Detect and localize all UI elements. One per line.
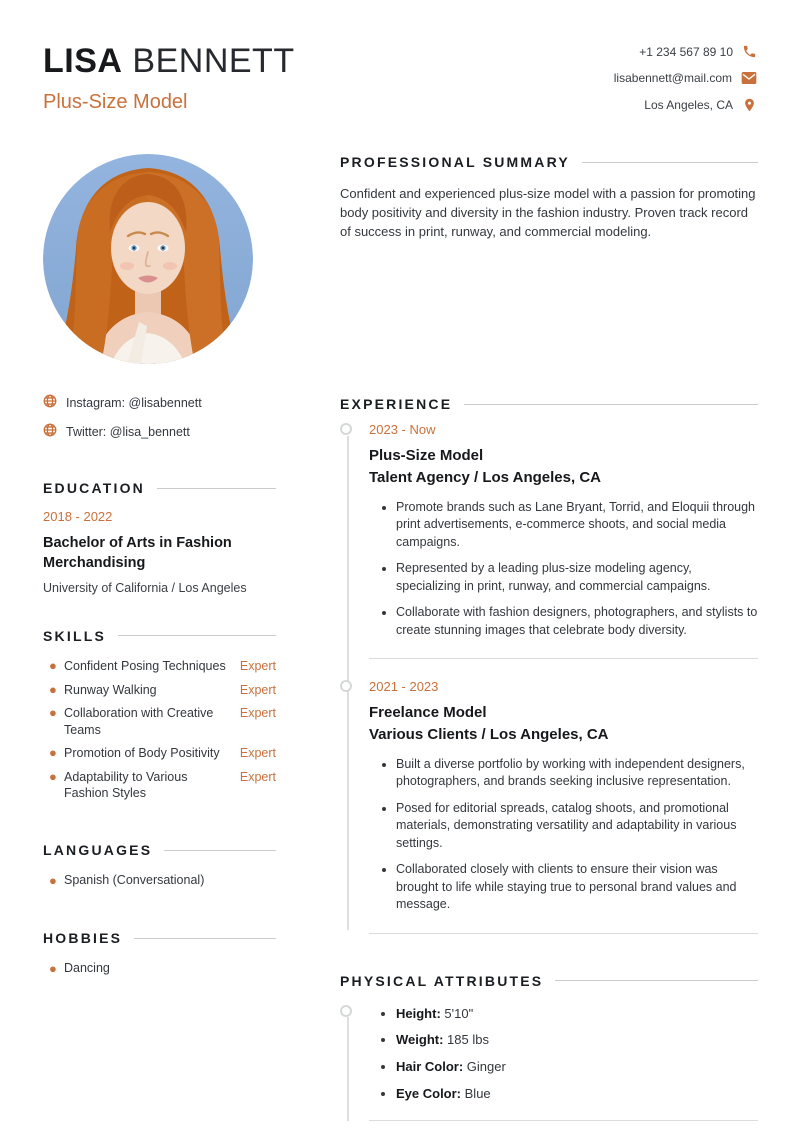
- entry-organization: Talent Agency / Los Angeles, CA: [369, 469, 601, 487]
- entry-divider: [369, 933, 758, 934]
- location-text: Los Angeles, CA: [644, 98, 733, 112]
- first-name: LISA: [43, 42, 123, 80]
- attribute-label: Height:: [396, 1005, 441, 1021]
- entry-bullet: • Posed for editorial spreads, catalog shoots, and promotional materials, demonstrating versatility and adaptability in various settings.: [396, 800, 758, 853]
- bullet-icon: ●: [49, 873, 57, 889]
- timeline-dot-icon: [340, 680, 352, 692]
- bullet-icon: ●: [49, 744, 57, 760]
- left-column: [43, 154, 276, 1121]
- physical-item: [396, 1058, 758, 1076]
- entry-bullet: • Built a diverse portfolio by working with independent designers, photographers, and brands seeking inclusive representation.: [396, 756, 758, 791]
- education-section: [43, 480, 276, 595]
- hobby-name: Dancing: [64, 961, 110, 976]
- physical-list: [369, 1001, 758, 1102]
- skills-list: [43, 658, 276, 802]
- entry-bullet-list: [369, 499, 758, 640]
- skill-name: Confident Posing Techniques: [64, 658, 226, 673]
- skill-item: [43, 682, 276, 699]
- experience-entry: [369, 422, 758, 659]
- summary-heading: PROFESSIONAL SUMMARY: [340, 154, 758, 170]
- attribute-label: Weight:: [396, 1032, 444, 1048]
- education-heading: EDUCATION: [43, 480, 276, 496]
- skill-level: Expert: [239, 682, 276, 697]
- physical-timeline: [340, 1001, 758, 1121]
- timeline-dot-icon: [340, 1005, 352, 1017]
- physical-heading: PHYSICAL ATTRIBUTES: [340, 973, 758, 989]
- identity-block: [43, 42, 295, 114]
- page-title: [43, 42, 295, 81]
- social-links: [43, 394, 276, 440]
- header: [43, 0, 757, 114]
- skill-level: Expert: [239, 658, 276, 673]
- experience-section: [340, 396, 758, 934]
- location-pin-icon: [742, 97, 757, 113]
- social-handle: Twitter: @lisa_bennett: [66, 424, 190, 439]
- entry-dates: 2023 - Now: [369, 422, 436, 438]
- phone-number: +1 234 567 89 10: [639, 44, 733, 59]
- contact-location: [614, 97, 757, 113]
- timeline-line: [347, 1017, 349, 1121]
- skill-name: Adaptability to Various Fashion Styles: [64, 769, 188, 801]
- hobbies-section: [43, 930, 276, 976]
- skill-name: Promotion of Body Positivity: [64, 745, 220, 760]
- bullet-icon: ●: [49, 768, 57, 784]
- skill-item: [43, 705, 276, 738]
- entry-bullet: • Collaborate with fashion designers, photographers, and stylists to create stunning images that celebrate body diversity.: [396, 604, 758, 639]
- education-degree: Bachelor of Arts in Fashion Merchandising: [43, 535, 232, 572]
- physical-item: [396, 1031, 758, 1049]
- social-twitter: [43, 423, 276, 440]
- experience-entry: [369, 679, 758, 934]
- summary-section: [340, 154, 758, 241]
- contact-block: [614, 42, 757, 113]
- skill-item: [43, 745, 276, 762]
- hobbies-list: [43, 961, 276, 976]
- languages-section: [43, 842, 276, 888]
- globe-icon: [43, 394, 57, 411]
- language-name: Spanish (Conversational): [64, 873, 205, 888]
- attribute-label: Hair Color:: [396, 1059, 464, 1075]
- timeline-dot-icon: [340, 423, 352, 435]
- job-title: Plus-Size Model: [43, 91, 188, 114]
- entry-title: Freelance Model: [369, 704, 487, 722]
- hobbies-heading: HOBBIES: [43, 930, 276, 946]
- phone-icon: [742, 44, 757, 59]
- languages-heading: LANGUAGES: [43, 842, 276, 858]
- attribute-value: Ginger: [466, 1059, 506, 1075]
- experience-heading: EXPERIENCE: [340, 396, 758, 412]
- skill-level: Expert: [239, 706, 276, 721]
- skill-level: Expert: [239, 769, 276, 784]
- physical-attributes-section: [340, 973, 758, 1121]
- attribute-value: Blue: [464, 1085, 491, 1101]
- contact-email: [614, 71, 757, 85]
- last-name: BENNETT: [132, 42, 295, 80]
- skill-item: [43, 658, 276, 675]
- education-school: University of California / Los Angeles: [43, 580, 247, 595]
- attribute-value: 5'10": [444, 1005, 474, 1021]
- bullet-icon: ●: [49, 705, 57, 721]
- attribute-label: Eye Color:: [396, 1085, 462, 1101]
- bullet-icon: ●: [49, 657, 57, 673]
- skill-name: Collaboration with Creative Teams: [64, 706, 214, 737]
- section-divider: [369, 1120, 758, 1121]
- entry-organization: Various Clients / Los Angeles, CA: [369, 726, 609, 744]
- entry-dates: 2021 - 2023: [369, 679, 439, 695]
- email-address: lisabennett@mail.com: [613, 71, 732, 85]
- entry-bullet: • Collaborated closely with clients to ensure their vision was brought to life while staying true to personal brand values and message.: [396, 861, 758, 914]
- mail-icon: [741, 71, 757, 85]
- skills-heading: SKILLS: [43, 628, 276, 644]
- physical-item: [396, 1005, 758, 1023]
- content-columns: [43, 154, 757, 1121]
- social-instagram: [43, 394, 276, 411]
- attribute-value: 185 lbs: [447, 1032, 489, 1048]
- skill-name: Runway Walking: [64, 682, 157, 697]
- globe-icon: [43, 423, 57, 440]
- skill-level: Expert: [239, 745, 276, 760]
- entry-divider: [369, 658, 758, 659]
- contact-phone: [614, 44, 757, 59]
- entry-bullet-list: [369, 756, 758, 914]
- social-handle: Instagram: @lisabennett: [66, 395, 202, 410]
- skills-section: [43, 628, 276, 802]
- hobby-item: [43, 961, 276, 976]
- bullet-icon: ●: [49, 961, 57, 977]
- language-item: [43, 873, 276, 888]
- education-dates: 2018 - 2022: [43, 509, 113, 525]
- languages-list: [43, 873, 276, 888]
- entry-bullet: • Represented by a leading plus-size modeling agency, specializing in print, runway, and commercial campaigns.: [396, 560, 758, 595]
- experience-timeline: [340, 422, 758, 934]
- entry-title: Plus-Size Model: [369, 447, 484, 465]
- skill-item: [43, 769, 276, 802]
- right-column: [340, 154, 758, 1121]
- bullet-icon: ●: [49, 681, 57, 697]
- summary-text: Confident and experienced plus-size model with a passion for promoting body positivity and diversity in the fashion industry. Proven track record of success in print, runway, and commercial modeling.: [340, 186, 756, 240]
- profile-photo: [43, 154, 253, 364]
- physical-item: [396, 1085, 758, 1103]
- entry-bullet: • Promote brands such as Lane Bryant, Torrid, and Eloquii through print advertisements, e-commerce shoots, and social media campaigns.: [396, 499, 758, 552]
